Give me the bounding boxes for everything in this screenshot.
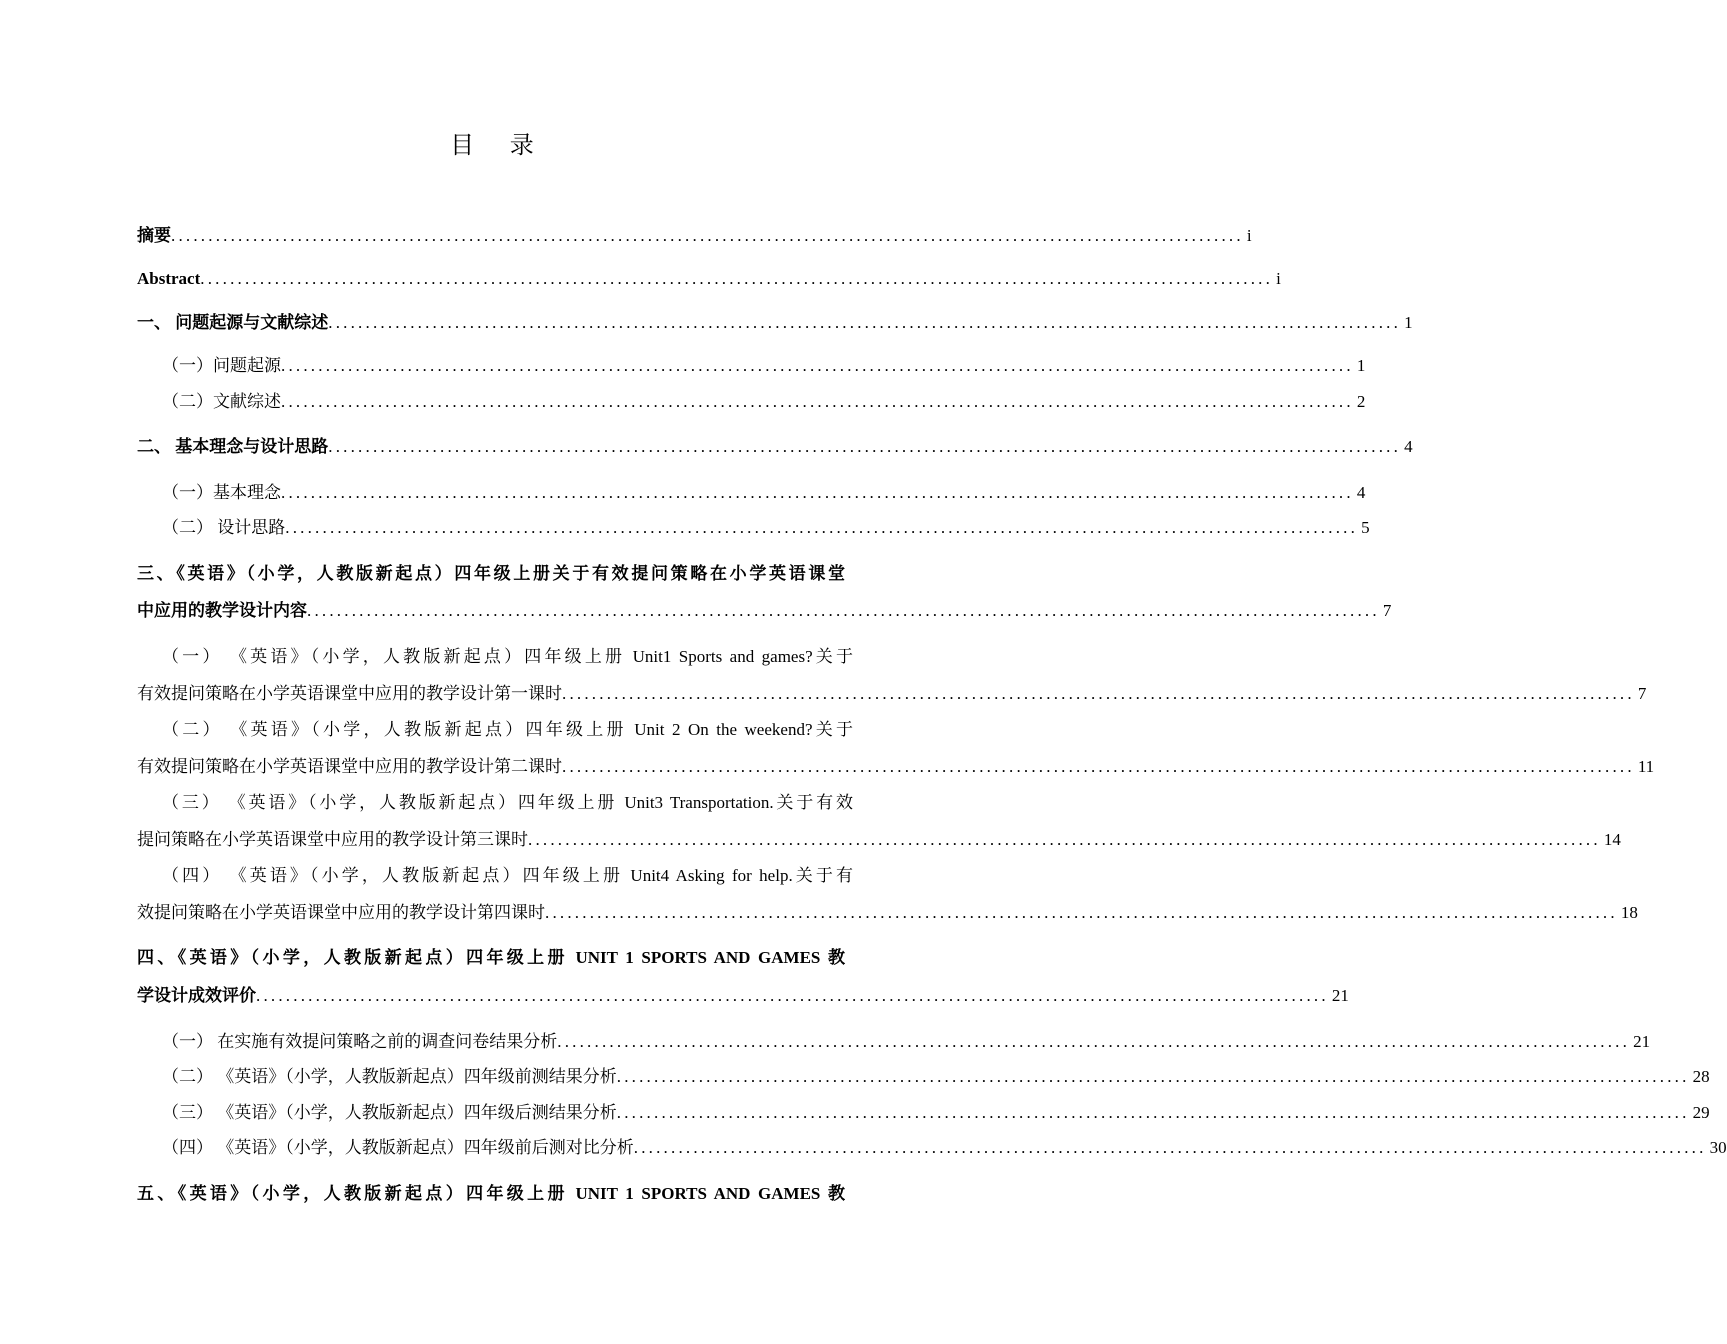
dot-leader: ................................................................................................................................................ <box>528 830 1601 849</box>
dot-leader: ................................................................................................................................................ <box>281 356 1354 375</box>
dot-leader: ................................................................................................................................................ <box>328 437 1402 456</box>
toc-page-number: 5 <box>1361 518 1370 537</box>
toc-entry-label: 提问策略在小学英语课堂中应用的教学设计第三课时 <box>137 830 528 849</box>
toc-entry-3-3[interactable] <box>137 828 1621 852</box>
toc-entry-label: （三） 《英语》（小学，人教版新起点）四年级后测结果分析 <box>162 1103 617 1122</box>
toc-page-number: 2 <box>1356 392 1366 411</box>
toc-entry-label: 有效提问策略在小学英语课堂中应用的教学设计第一课时 <box>137 684 562 703</box>
toc-entry-label: 有效提问策略在小学英语课堂中应用的教学设计第二课时 <box>137 757 562 776</box>
toc-page-number: 14 <box>1603 830 1621 849</box>
toc-page-number: 21 <box>1633 1032 1651 1051</box>
toc-entry-label: 学设计成效评价 <box>137 986 256 1005</box>
toc-entry-2-1[interactable] <box>162 481 1366 505</box>
toc-page-number: i <box>1246 226 1252 245</box>
toc-entry-abstract-en[interactable] <box>137 267 1281 291</box>
toc-title: 目 录 <box>450 131 548 159</box>
toc-page-number: 30 <box>1709 1138 1727 1157</box>
toc-entry-label: 二、 基本理念与设计思路 <box>137 437 329 456</box>
dot-leader: ................................................................................................................................................ <box>562 757 1635 776</box>
dot-leader: ................................................................................................................................................ <box>256 986 1329 1005</box>
toc-page-number: 28 <box>1692 1067 1710 1086</box>
toc-entry-label: （二） 设计思路 <box>162 518 286 537</box>
toc-entry-label: （一）问题起源 <box>162 356 281 375</box>
toc-page-number: 29 <box>1692 1103 1710 1122</box>
toc-entry-chapter-3-line1[interactable]: 三、《英语》（小学，人教版新起点）四年级上册关于有效提问策略在小学英语课堂 <box>137 564 845 583</box>
toc-page-number: 7 <box>1382 601 1392 620</box>
dot-leader: ................................................................................................................................................ <box>562 684 1635 703</box>
dot-leader: ................................................................................................................................................ <box>281 483 1354 502</box>
toc-entry-chapter-2[interactable] <box>137 435 1413 459</box>
dot-leader: ................................................................................................................................................ <box>616 1103 1690 1122</box>
toc-entry-label: （二） 《英语》（小学，人教版新起点）四年级前测结果分析 <box>162 1067 617 1086</box>
toc-entry-abstract-cn[interactable] <box>137 224 1252 248</box>
dot-leader: ................................................................................................................................................ <box>307 601 1380 620</box>
toc-page-number: 21 <box>1331 986 1349 1005</box>
toc-entry-1-1[interactable] <box>162 354 1366 378</box>
toc-entry-chapter-3[interactable] <box>137 599 1392 623</box>
toc-page-number: 7 <box>1637 684 1647 703</box>
toc-page-number: 4 <box>1356 483 1366 502</box>
dot-leader: ................................................................................................................................................ <box>616 1067 1690 1086</box>
dot-leader: ................................................................................................................................................ <box>545 903 1618 922</box>
toc-entry-4-1[interactable] <box>162 1030 1651 1054</box>
toc-entry-3-3-line1[interactable]: （三） 《英语》（小学，人教版新起点）四年级上册 Unit3 Transportation.关于有效 <box>162 793 853 812</box>
toc-page-number: 1 <box>1356 356 1366 375</box>
toc-entry-label: （一） 在实施有效提问策略之前的调查问卷结果分析 <box>162 1032 558 1051</box>
toc-entry-1-2[interactable] <box>162 390 1366 414</box>
toc-entry-chapter-1[interactable] <box>137 311 1413 335</box>
dot-leader: ................................................................................................................................................ <box>285 518 1359 537</box>
toc-entry-label: 效提问策略在小学英语课堂中应用的教学设计第四课时 <box>137 903 545 922</box>
toc-page-number: 18 <box>1620 903 1638 922</box>
toc-entry-4-3[interactable] <box>162 1101 1710 1125</box>
toc-entry-3-4[interactable] <box>137 901 1638 925</box>
toc-entry-2-2[interactable] <box>162 516 1370 540</box>
toc-entry-3-2-line1[interactable]: （二） 《英语》（小学，人教版新起点）四年级上册 Unit 2 On the weekend?关于 <box>162 720 853 739</box>
toc-entry-3-1-line1[interactable]: （一） 《英语》（小学，人教版新起点）四年级上册 Unit1 Sports and games?关于 <box>162 647 853 666</box>
toc-page-number: 1 <box>1404 313 1413 332</box>
toc-entry-chapter-4-line1[interactable]: 四、《英语》（小学，人教版新起点）四年级上册 UNIT 1 SPORTS AND GAMES 教 <box>137 948 845 967</box>
dot-leader: ................................................................................................................................................ <box>328 313 1402 332</box>
toc-entry-label: （一）基本理念 <box>162 483 281 502</box>
toc-page-number: 11 <box>1637 757 1655 776</box>
toc-entry-4-2[interactable] <box>162 1065 1710 1089</box>
dot-leader: ................................................................................................................................................ <box>200 269 1274 288</box>
dot-leader: ................................................................................................................................................ <box>557 1032 1631 1051</box>
toc-entry-4-4[interactable] <box>162 1136 1727 1160</box>
toc-entry-3-4-line1[interactable]: （四） 《英语》（小学，人教版新起点）四年级上册 Unit4 Asking for help.关于有 <box>162 866 853 885</box>
toc-entry-chapter-4[interactable] <box>137 984 1349 1008</box>
toc-entry-3-2[interactable] <box>137 755 1655 779</box>
toc-entry-label: （四） 《英语》（小学，人教版新起点）四年级前后测对比分析 <box>162 1138 634 1157</box>
dot-leader: ................................................................................................................................................ <box>281 392 1354 411</box>
toc-page-number: 4 <box>1404 437 1413 456</box>
toc-entry-3-1[interactable] <box>137 682 1647 706</box>
toc-entry-label: （二）文献综述 <box>162 392 281 411</box>
toc-entry-label: 中应用的教学设计内容 <box>137 601 307 620</box>
toc-entry-chapter-5-line1[interactable]: 五、《英语》（小学，人教版新起点）四年级上册 UNIT 1 SPORTS AND GAMES 教 <box>137 1184 845 1203</box>
toc-page-number: i <box>1276 269 1281 288</box>
toc-entry-label: Abstract <box>137 269 201 288</box>
dot-leader: ................................................................................................................................................ <box>633 1138 1707 1157</box>
toc-entry-label: 摘要 <box>137 226 171 245</box>
toc-entry-label: 一、 问题起源与文献综述 <box>137 313 329 332</box>
dot-leader: ................................................................................................................................................ <box>171 226 1244 245</box>
